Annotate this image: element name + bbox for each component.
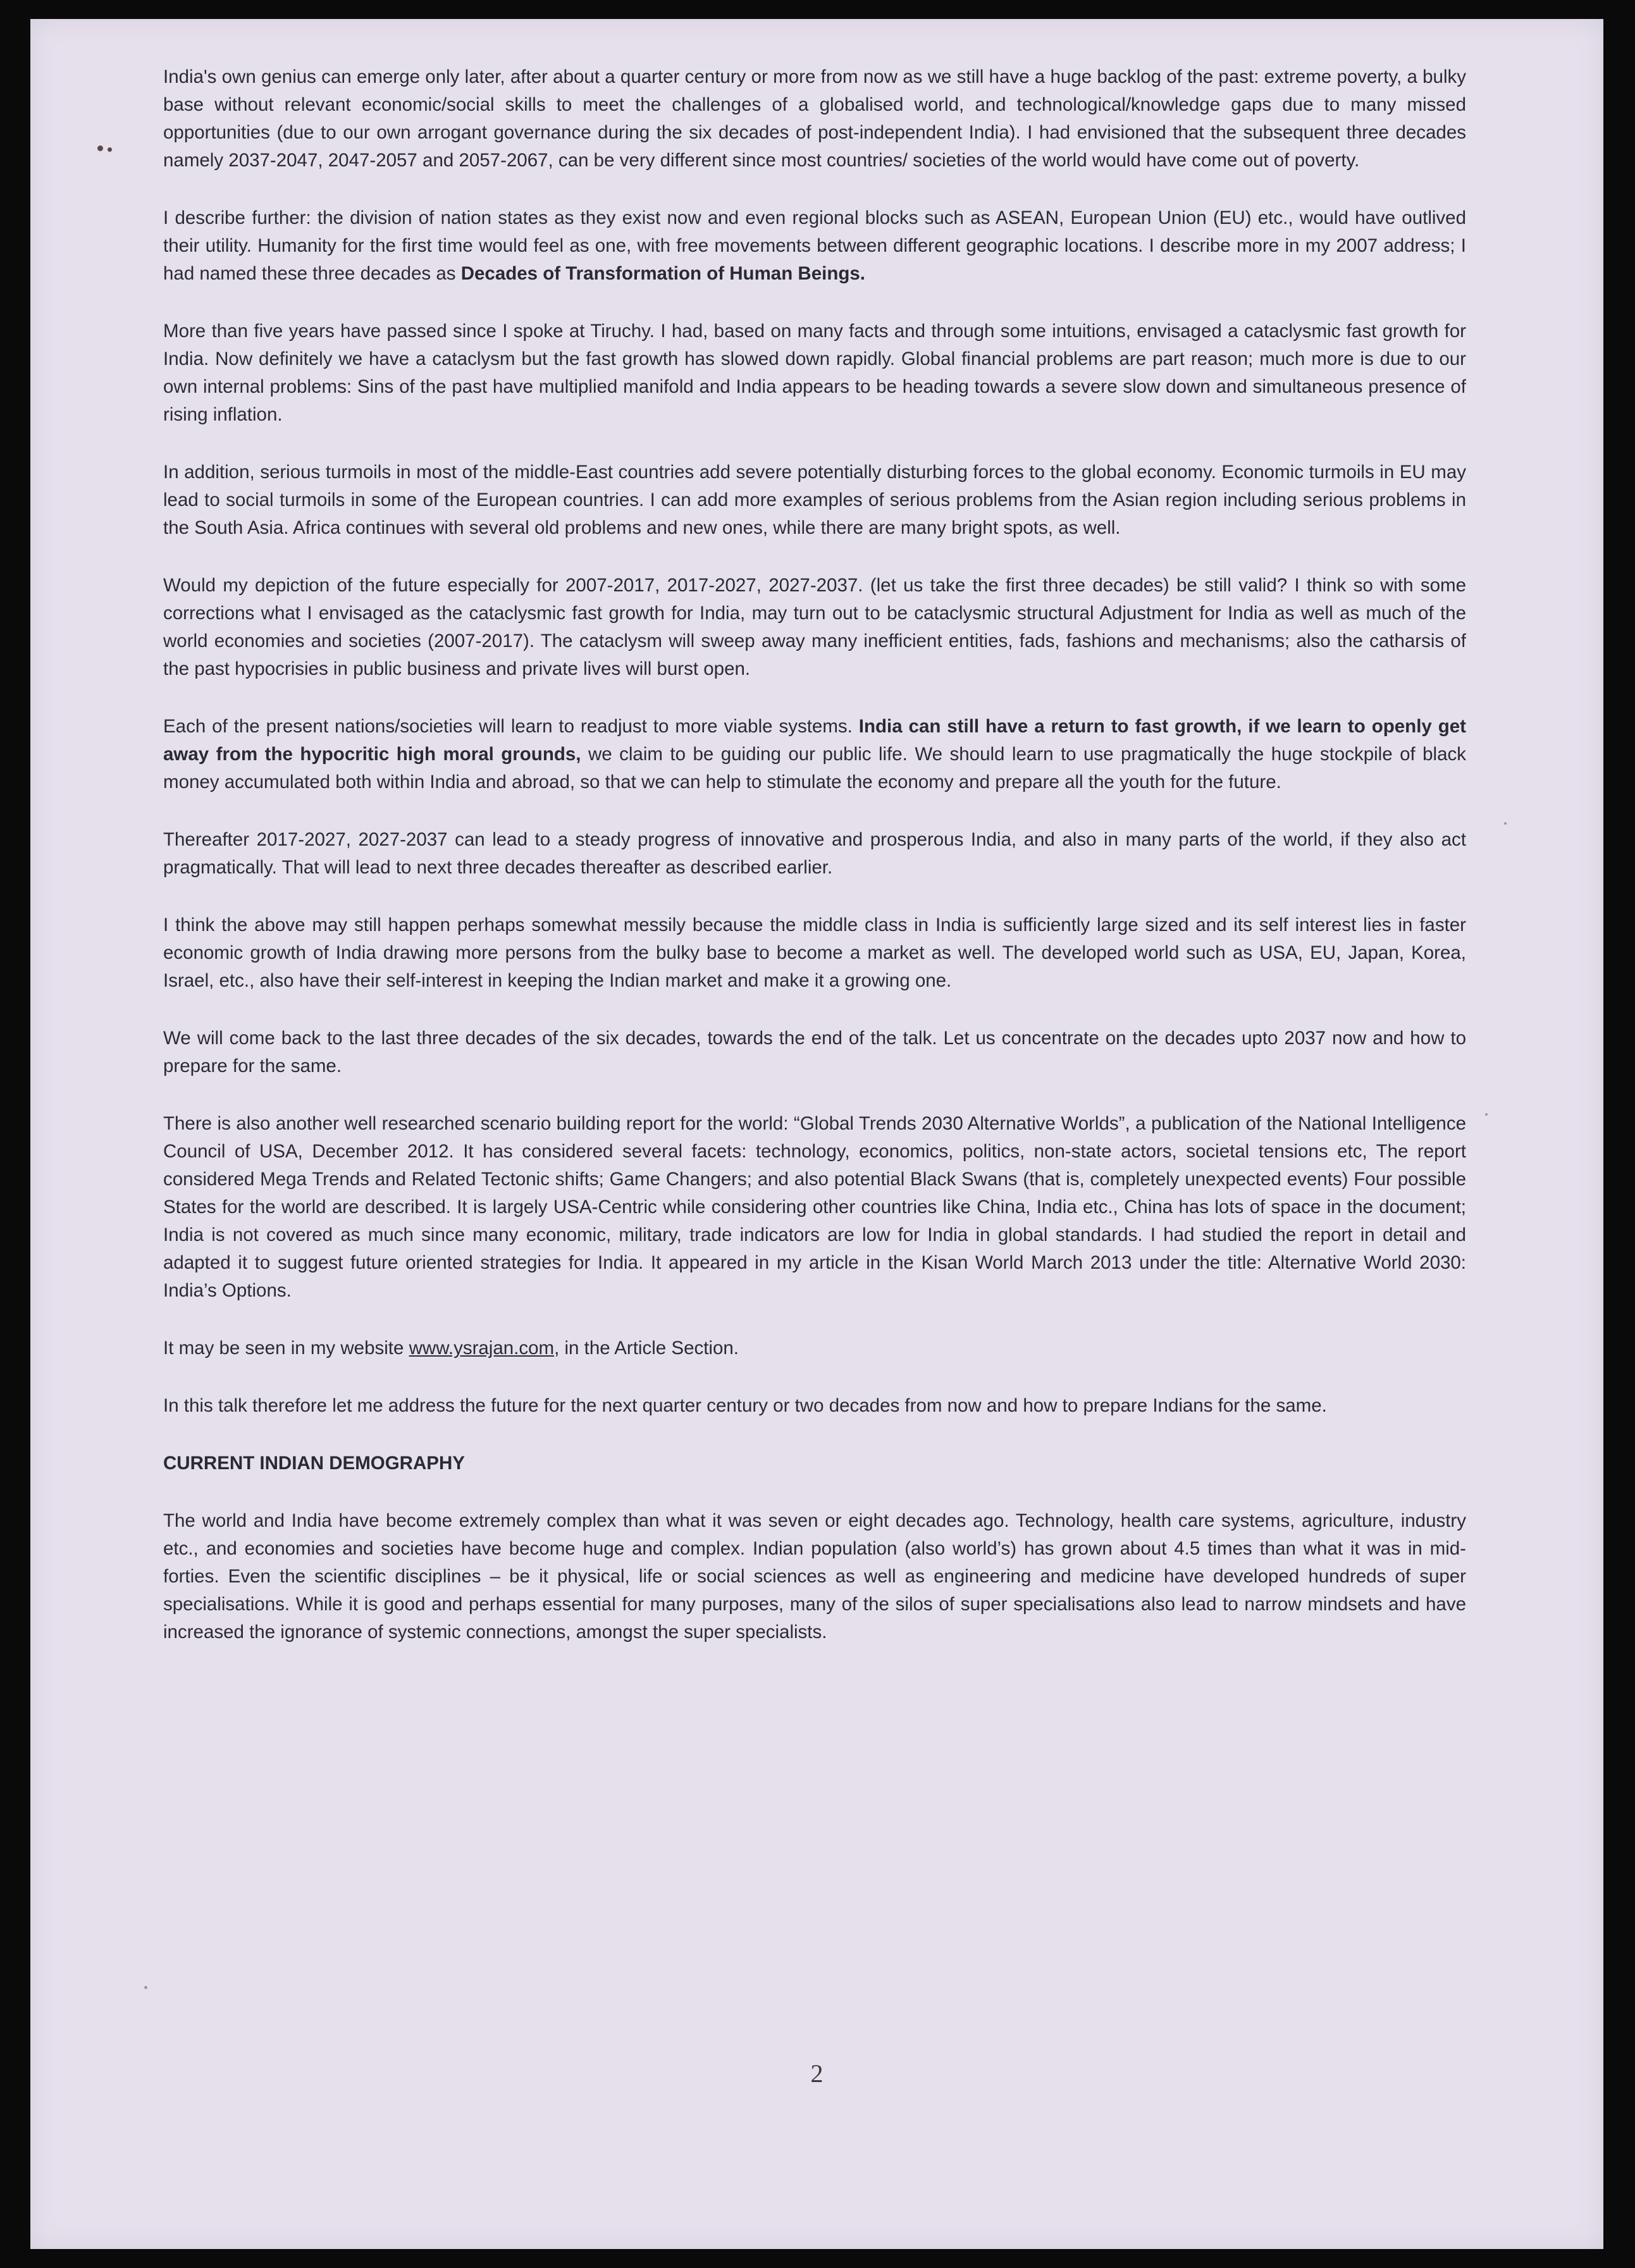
paragraph-10: There is also another well researched scenario building report for the world: “Global Trends 2030 Alternative Worlds”, a publication of the National Intelligence Council of USA, December 2012. It has considered several facets: technology, economics, politics, non-state actors, societal tensions etc, The report considered Mega Trends and Related Tectonic shifts; Game Changers; and also potential Black Swans (that is, completely unexpected events) Four possible States for the world are described. It is largely USA-Centric while considering other countries like China, India etc., China has lots of space in the document; India is not covered as much since many economic, military, trade indicators are low for India in global standards. I had studied the report in detail and adapted it to suggest future oriented strategies for India. It appeared in my article in the Kisan World March 2013 under the title: Alternative World 2030: India’s Options.: [163, 1113, 1466, 1301]
paragraph-8: I think the above may still happen perhaps somewhat messily because the middle class in India is sufficiently large sized and its self interest lies in faster economic growth of India drawing more persons from the bulky base to become a market as well. The developed world such as USA, EU, Japan, Korea, Israel, etc., also have their self-interest in keeping the Indian market and make it a growing one.: [163, 915, 1466, 991]
paper-sheet: [30, 19, 1603, 2249]
scan-speck: [97, 145, 103, 151]
scan-speck: [144, 1986, 147, 1989]
section-heading: CURRENT INDIAN DEMOGRAPHY: [163, 1453, 465, 1474]
paragraph-11: [163, 1334, 1466, 1362]
paragraph-7: Thereafter 2017-2027, 2027-2037 can lead to a steady progress of innovative and prosperous India, and also in many parts of the world, if they also act pragmatically. That will lead to next three decades thereafter as described earlier.: [163, 829, 1466, 878]
paragraph-11-text-start: It may be seen in my website: [163, 1338, 409, 1359]
paragraph-4: In addition, serious turmoils in most of the middle-East countries add severe potentially disturbing forces to the global economy. Economic turmoils in EU may lead to social turmoils in some of the European countries. I can add more examples of serious problems from the Asian region including serious problems in the South Asia. Africa continues with several old problems and new ones, while there are many bright spots, as well.: [163, 462, 1466, 538]
paragraph-1: India's own genius can emerge only later, after about a quarter century or more from now as we still have a huge backlog of the past: extreme poverty, a bulky base without relevant economic/social skills to meet the challenges of a globalised world, and technological/knowledge gaps due to many missed opportunities (due to our own arrogant governance during the six decades of post-independent India). I had envisioned that the subsequent three decades namely 2037-2047, 2047-2057 and 2057-2067, can be very different since most countries/ societies of the world would have come out of poverty.: [163, 66, 1466, 171]
scan-speck: [1504, 822, 1507, 825]
paragraph-6: [163, 713, 1466, 796]
website-link[interactable]: www.ysrajan.com: [409, 1338, 555, 1359]
paragraph-2-bold: Decades of Transformation of Human Beings.: [460, 263, 865, 284]
document-body: [163, 63, 1466, 1676]
paragraph-2: [163, 204, 1466, 288]
paragraph-12: In this talk therefore let me address the future for the next quarter century or two decades from now and how to prepare Indians for the same.: [163, 1395, 1327, 1416]
paragraph-6-text-start: Each of the present nations/societies will learn to readjust to more viable systems.: [163, 716, 859, 737]
scan-speck: [1485, 1113, 1488, 1116]
scan-speck: [108, 147, 112, 152]
paragraph-11-text-end: , in the Article Section.: [554, 1338, 739, 1359]
page-number: 2: [810, 2059, 824, 2088]
paragraph-6-text-end: we claim to be guiding our public life. We should learn to use pragmatically the huge stockpile of black money accumulated both within India and abroad, so that we can help to stimulate the economy and prepare all the youth for the future.: [163, 744, 1467, 792]
paragraph-13: The world and India have become extremely complex than what it was seven or eight decades ago. Technology, health care systems, agriculture, industry etc., and economies and societies have become huge and complex. Indian population (also world’s) has grown about 4.5 times than what it was in mid-forties. Even the scientific disciplines – be it physical, life or social sciences as well as engineering and medicine have developed hundreds of super specialisations. While it is good and perhaps essential for many purposes, many of the silos of super specialisations also lead to narrow mindsets and have increased the ignorance of systemic connections, amongst the super specialists.: [163, 1510, 1466, 1642]
paragraph-5: Would my depiction of the future especially for 2007-2017, 2017-2027, 2027-2037. (let us take the first three decades) be still valid? I think so with some corrections what I envisaged as the cataclysmic fast growth for India, may turn out to be cataclysmic structural Adjustment for India as well as much of the world economies and societies (2007-2017). The cataclysm will sweep away many inefficient entities, fads, fashions and mechanisms; also the catharsis of the past hypocrisies in public business and private lives will burst open.: [163, 575, 1466, 679]
paragraph-2-text: I describe further: the division of nation states as they exist now and even regional blocks such as ASEAN, European Union (EU) etc., would have outlived their utility. Humanity for the first time would feel as one, with free movements between different geographic locations. I describe more in my 2007 address; I had named these three decades as: [163, 207, 1466, 284]
paragraph-3: More than five years have passed since I spoke at Tiruchy. I had, based on many facts and through some intuitions, envisaged a cataclysmic fast growth for India. Now definitely we have a cataclysm but the fast growth has slowed down rapidly. Global financial problems are part reason; much more is due to our own internal problems: Sins of the past have multiplied manifold and India appears to be heading towards a severe slow down and simultaneous presence of rising inflation.: [163, 321, 1466, 425]
paragraph-6-bold: India can still have a return to fast growth, if we learn to openly get away from the hypocritic high moral grounds,: [163, 716, 1466, 765]
paragraph-9: We will come back to the last three decades of the six decades, towards the end of the talk. Let us concentrate on the decades upto 2037 now and how to prepare for the same.: [163, 1028, 1466, 1076]
